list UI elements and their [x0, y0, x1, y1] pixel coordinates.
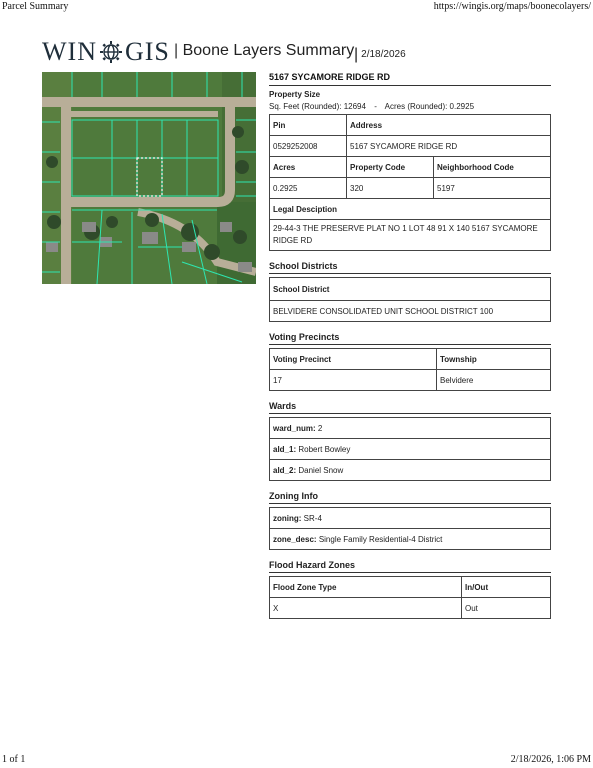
ward-row — [270, 460, 551, 481]
zoning-row — [270, 529, 551, 550]
ald-1-value: Robert Bowley — [298, 444, 351, 454]
wards-heading: Wards — [269, 401, 551, 414]
zone-desc-value: Single Family Residential-4 District — [318, 534, 443, 544]
property-code-value: 320 — [347, 178, 434, 199]
voting-precincts-heading: Voting Precincts — [269, 332, 551, 345]
ward-num-value: 2 — [317, 423, 323, 433]
page-title: | Boone Layers Summary — [174, 42, 355, 59]
wingis-logo — [42, 38, 170, 66]
wards-table — [269, 417, 551, 481]
map-svg — [42, 72, 256, 284]
school-district-value: BELVIDERE CONSOLIDATED UNIT SCHOOL DISTRICT 100 — [270, 301, 551, 322]
zoning-value: SR-4 — [303, 513, 322, 523]
ward-num-key: ward_num: — [273, 423, 316, 433]
logo-win-text: WIN — [42, 37, 97, 66]
report-date-text: 2/18/2026 — [361, 49, 406, 60]
page-count: 1 of 1 — [2, 754, 26, 765]
township-label: Township — [437, 349, 551, 370]
in-out-value: Out — [462, 598, 551, 619]
school-district-label: School District — [270, 278, 551, 301]
ward-row — [270, 439, 551, 460]
zone-desc-key: zone_desc: — [273, 534, 317, 544]
page-title-text: Boone Layers Summary — [182, 42, 355, 59]
ald-2-key: ald_2: — [273, 465, 297, 475]
parcel-summary — [269, 72, 551, 619]
flood-hazard-heading: Flood Hazard Zones — [269, 560, 551, 573]
ald-2-value: Daniel Snow — [298, 465, 344, 475]
neighborhood-code-label: Neighborhood Code — [434, 157, 551, 178]
flood-table — [269, 576, 551, 619]
property-size-heading: Property Size — [269, 90, 321, 99]
ward-row — [270, 418, 551, 439]
tab-title: Parcel Summary — [2, 1, 69, 12]
legal-label: Legal Desciption — [270, 199, 551, 220]
pin-label: Pin — [270, 115, 347, 136]
ald-1-key: ald_1: — [273, 444, 297, 454]
zoning-key: zoning: — [273, 513, 302, 523]
township-value: Belvidere — [437, 370, 551, 391]
zoning-table — [269, 507, 551, 550]
acres-label: Acres — [270, 157, 347, 178]
zoning-info-heading: Zoning Info — [269, 491, 551, 504]
acres-value: 0.2925 — [270, 178, 347, 199]
neighborhood-code-value: 5197 — [434, 178, 551, 199]
page-url[interactable]: https://wingis.org/maps/boonecolayers/ — [433, 1, 591, 12]
sqft-text: Sq. Feet (Rounded): 12694 — [269, 102, 366, 111]
logo-gis-text: GIS — [124, 37, 170, 66]
print-timestamp: 2/18/2026, 1:06 PM — [510, 754, 591, 765]
pin-value: 0529252008 — [270, 136, 347, 157]
voting-table — [269, 348, 551, 391]
property-size-line — [269, 102, 551, 111]
voting-precinct-value: 17 — [270, 370, 437, 391]
gear-globe-icon — [99, 40, 123, 64]
in-out-label: In/Out — [462, 577, 551, 598]
property-code-label: Property Code — [347, 157, 434, 178]
report-date: | 2/18/2026 — [354, 46, 406, 63]
voting-precinct-label: Voting Precinct — [270, 349, 437, 370]
size-separator: - — [374, 102, 377, 111]
address-label: Address — [347, 115, 551, 136]
parcel-address-title: 5167 SYCAMORE RIDGE RD — [269, 72, 551, 86]
parcel-aerial-map[interactable] — [42, 72, 256, 284]
legal-value: 29-44-3 THE PRESERVE PLAT NO 1 LOT 48 91 X 140 5167 SYCAMORE RIDGE RD — [270, 220, 551, 251]
zoning-row — [270, 508, 551, 529]
acres-text: Acres (Rounded): 0.2925 — [384, 102, 475, 111]
school-districts-heading: School Districts — [269, 261, 551, 274]
flood-zone-type-label: Flood Zone Type — [270, 577, 462, 598]
school-table — [269, 277, 551, 322]
address-value: 5167 SYCAMORE RIDGE RD — [347, 136, 551, 157]
flood-zone-type-value: X — [270, 598, 462, 619]
property-table — [269, 114, 551, 251]
